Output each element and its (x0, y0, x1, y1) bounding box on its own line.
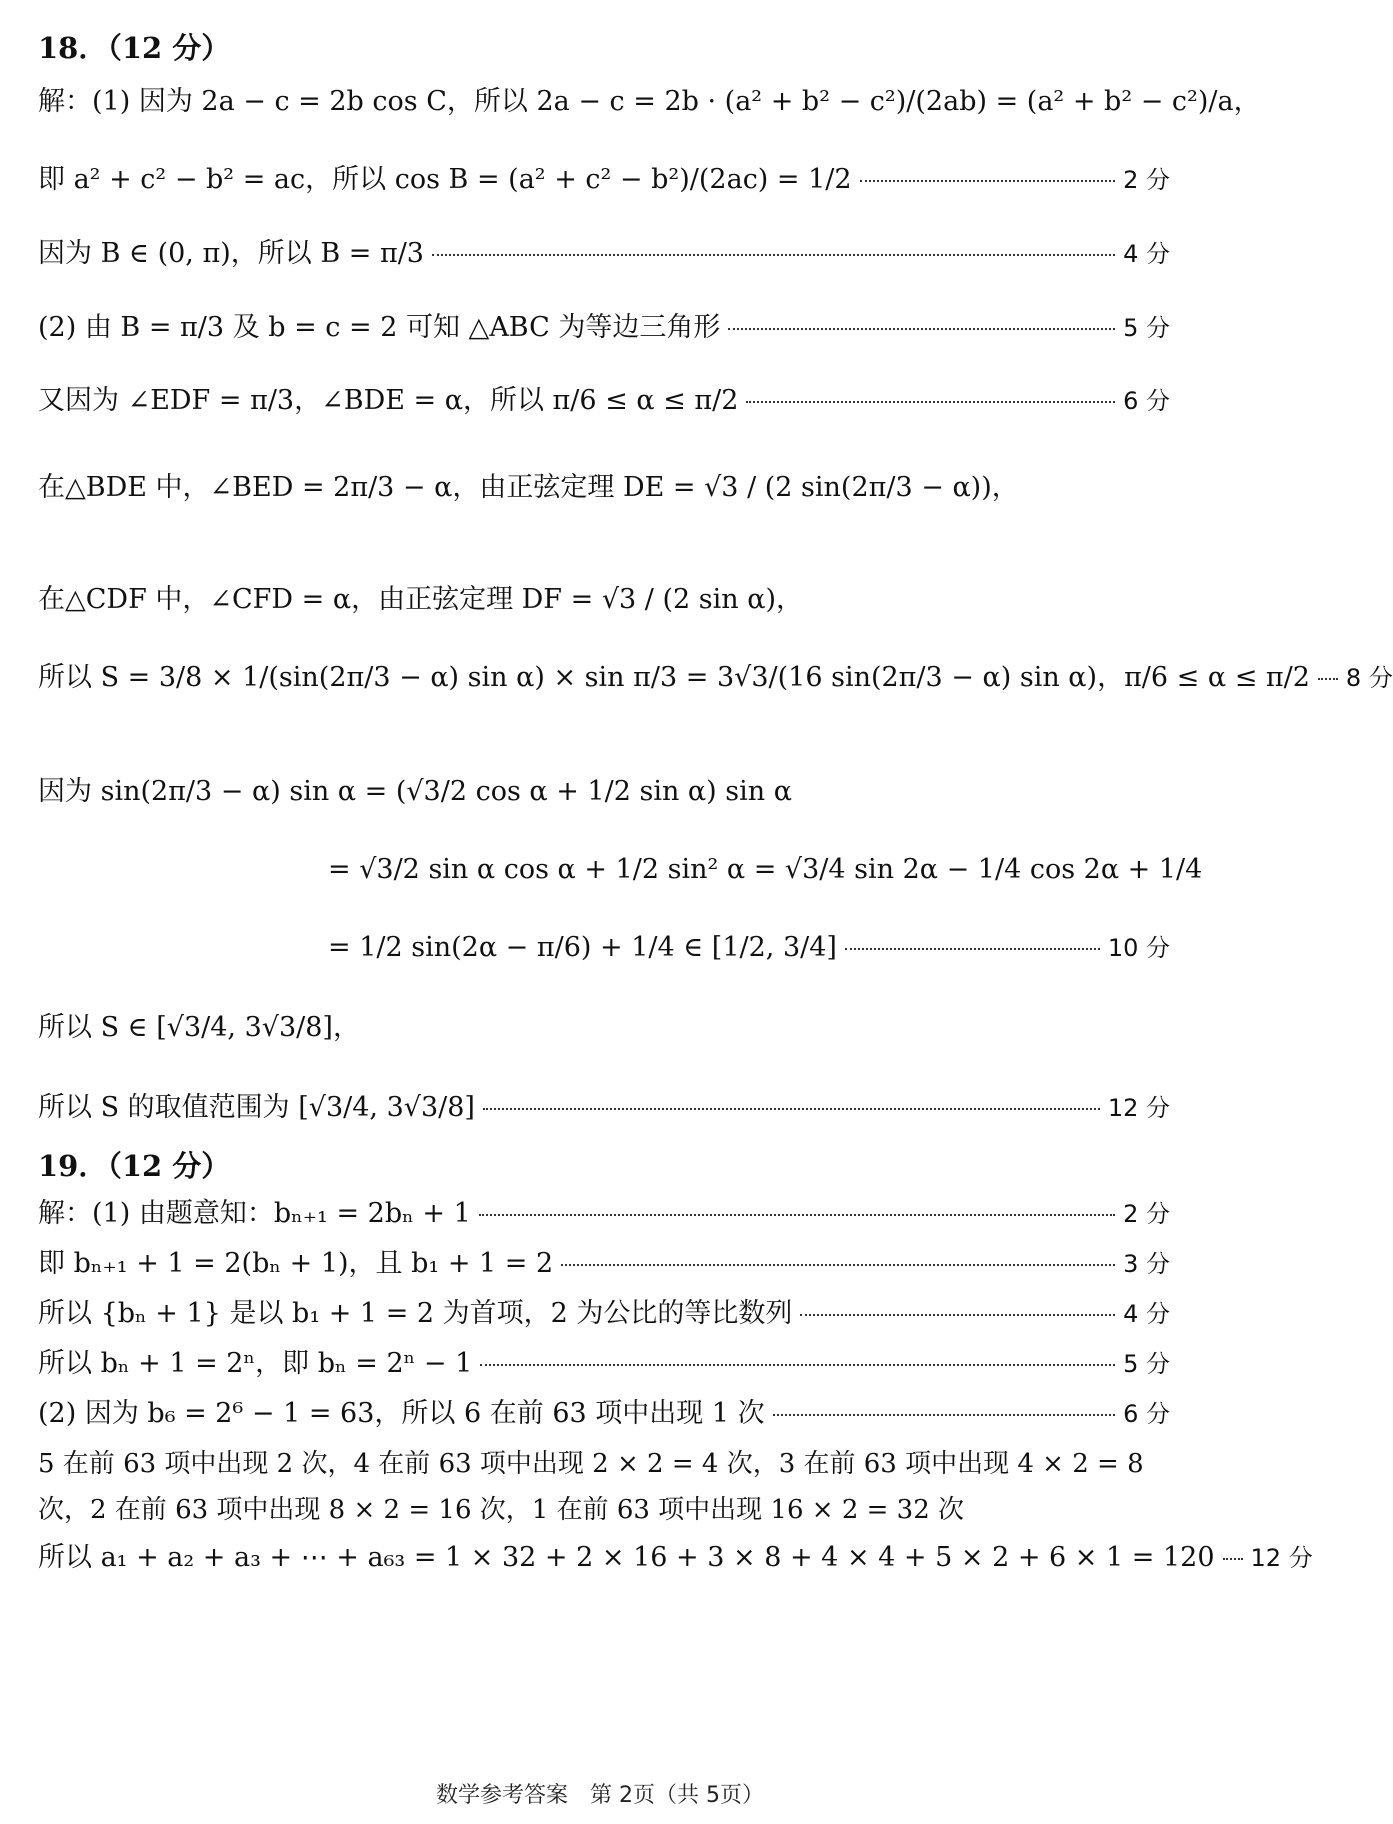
dotted-leader (800, 1314, 1115, 1316)
dotted-leader (432, 254, 1115, 256)
q19-line-4-score: 5 分 (1123, 1350, 1170, 1378)
q19-line-5 (38, 1396, 1170, 1432)
q19-line-6: 5 在前 63 项中出现 2 次，4 在前 63 项中出现 2 × 2 = 4 次，3 在前 63 项中出现 4 × 2 = 8 (38, 1449, 1144, 1479)
q18-line-1 (38, 84, 1261, 120)
dotted-leader (773, 1414, 1115, 1416)
q19-line-5-text: (2) 因为 b₆ = 2⁶ − 1 = 63，所以 6 在前 63 项中出现 1 次 (38, 1398, 765, 1429)
q18-line-6 (38, 470, 1170, 506)
q18-line-7-text: 在△CDF 中，∠CFD = α，由正弦定理 DF = √3 / (2 sin α)， (38, 584, 803, 615)
q18-line-13 (38, 1090, 1170, 1126)
q18-line-4-text: (2) 由 B = π/3 及 b = c = 2 可知 △ABC 为等边三角形 (38, 312, 721, 343)
q18-line-13-score: 12 分 (1107, 1094, 1170, 1122)
q19-line-2 (38, 1246, 1170, 1282)
q18-line-12-text: 所以 S ∈ [√3/4, 3√3/8]， (38, 1012, 360, 1043)
dotted-leader (1318, 678, 1338, 680)
q18-line-8 (38, 660, 1393, 696)
q18-line-11-text: = 1/2 sin(2α − π/6) + 1/4 ∈ [1/2, 3/4] (328, 932, 837, 963)
q19-line-1-text: 解：(1) 由题意知：bₙ₊₁ = 2bₙ + 1 (38, 1198, 471, 1229)
q18-line-8-text: 所以 S = 3/8 × 1/(sin(2π/3 − α) sin α) × sin π/3 = 3√3/(16 sin(2π/3 − α) sin α)，π/6 ≤ α ≤ π/2 (38, 662, 1310, 693)
q18-line-11-score: 10 分 (1107, 934, 1170, 962)
q19-line-1-score: 2 分 (1123, 1200, 1170, 1228)
q18-line-2-score: 2 分 (1123, 166, 1170, 194)
q18-line-3-score: 4 分 (1123, 240, 1170, 268)
q18-line-5-score: 6 分 (1123, 387, 1170, 415)
page-footer: 数学参考答案 第 2页（共 5页） (436, 1783, 764, 1808)
q19-line-3 (38, 1296, 1170, 1332)
q18-line-5 (38, 383, 1170, 419)
dotted-leader (480, 1364, 1115, 1366)
q19-line-5-score: 6 分 (1123, 1400, 1170, 1428)
q19-line-4 (38, 1346, 1170, 1382)
q18-line-3-text: 因为 B ∈ (0, π)，所以 B = π/3 (38, 238, 424, 269)
q18-line-4-score: 5 分 (1123, 314, 1170, 342)
q18-line-3 (38, 236, 1170, 272)
q18-line-6-text: 在△BDE 中，∠BED = 2π/3 − α，由正弦定理 DE = √3 / (2 sin(2π/3 − α))， (38, 472, 1019, 503)
q18-line-11 (38, 930, 1170, 966)
q18-line-13-text: 所以 S 的取值范围为 [√3/4, 3√3/8] (38, 1092, 475, 1123)
dotted-leader (845, 948, 1100, 950)
dotted-leader (479, 1214, 1115, 1216)
dotted-leader (561, 1264, 1115, 1266)
q19-line-3-text: 所以 {bₙ + 1} 是以 b₁ + 1 = 2 为首项，2 为公比的等比数列 (38, 1298, 793, 1329)
q18-line-10 (38, 852, 1203, 888)
dotted-leader (728, 328, 1115, 330)
q19-line-3-score: 4 分 (1123, 1300, 1170, 1328)
q19-line-8-text: 所以 a₁ + a₂ + a₃ + ⋯ + a₆₃ = 1 × 32 + 2 × 16 + 3 × 8 + 4 × 4 + 5 × 2 + 6 × 1 = 120 (38, 1542, 1215, 1573)
q18-line-5-text: 又因为 ∠EDF = π/3，∠BDE = α，所以 π/6 ≤ α ≤ π/2 (38, 385, 739, 416)
q19-line-4-text: 所以 bₙ + 1 = 2ⁿ，即 bₙ = 2ⁿ − 1 (38, 1348, 473, 1379)
q18-line-2 (38, 162, 1170, 198)
q18-line-7 (38, 582, 1170, 618)
q19-line-2-score: 3 分 (1123, 1250, 1170, 1278)
q18-line-10-text: = √3/2 sin α cos α + 1/2 sin² α = √3/4 sin 2α − 1/4 cos 2α + 1/4 (328, 854, 1203, 885)
q18-line-1-text: 解：(1) 因为 2a − c = 2b cos C，所以 2a − c = 2b · (a² + b² − c²)/(2ab) = (a² + b² − c²)/a， (38, 86, 1261, 117)
q19-line-2-text: 即 bₙ₊₁ + 1 = 2(bₙ + 1)，且 b₁ + 1 = 2 (38, 1248, 554, 1279)
q19-heading: 19．（12 分） (38, 1149, 231, 1183)
dotted-leader (746, 401, 1115, 403)
q19-line-8-score: 12 分 (1250, 1544, 1313, 1572)
q18-heading: 18．（12 分） (38, 31, 231, 65)
q19-line-1 (38, 1196, 1170, 1232)
q18-line-8-score: 8 分 (1345, 664, 1393, 692)
q18-line-12 (38, 1010, 1170, 1046)
q19-line-8 (38, 1540, 1313, 1576)
dotted-leader (860, 180, 1116, 182)
q18-line-2-text: 即 a² + c² − b² = ac，所以 cos B = (a² + c² − b²)/(2ac) = 1/2 (38, 164, 852, 195)
q18-line-4 (38, 310, 1170, 346)
q18-line-9-text: 因为 sin(2π/3 − α) sin α = (√3/2 cos α + 1/2 sin α) sin α (38, 776, 792, 807)
q19-line-7: 次，2 在前 63 项中出现 8 × 2 = 16 次，1 在前 63 项中出现 16 × 2 = 32 次 (38, 1495, 965, 1525)
q18-line-9 (38, 774, 1170, 810)
dotted-leader (1223, 1558, 1243, 1560)
dotted-leader (483, 1108, 1100, 1110)
